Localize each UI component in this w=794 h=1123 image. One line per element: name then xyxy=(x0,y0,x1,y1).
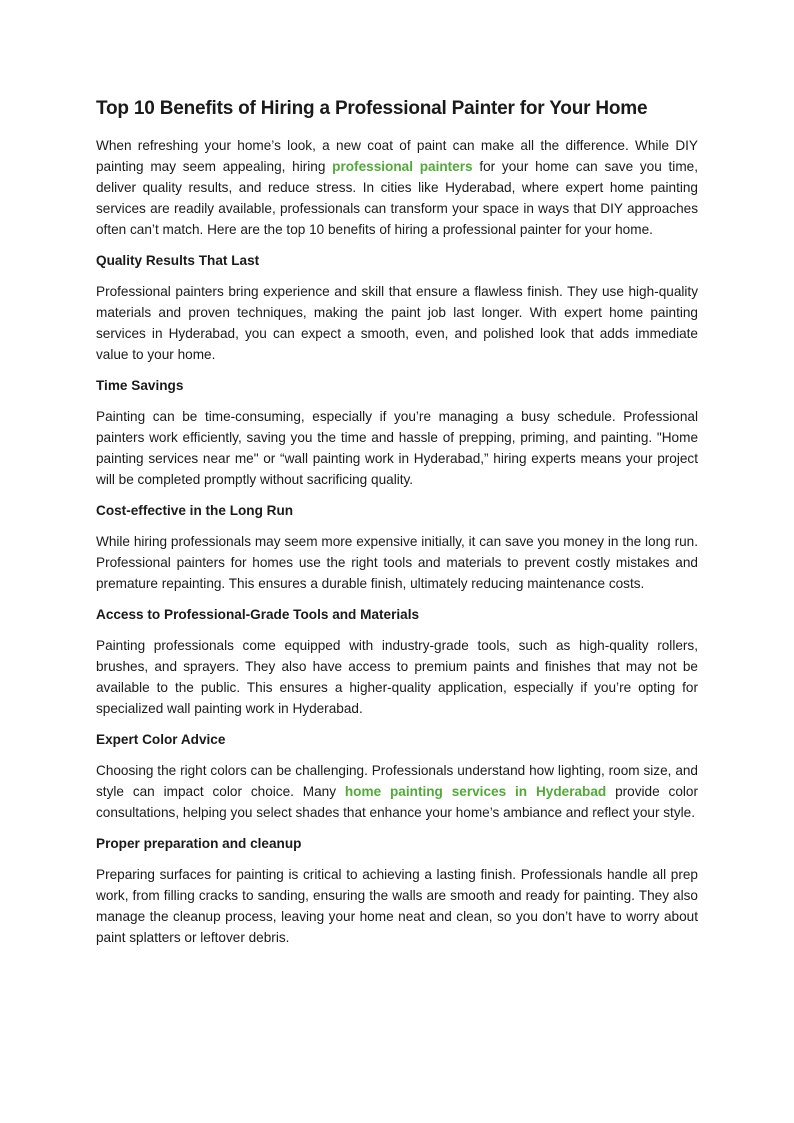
section-heading-color: Expert Color Advice xyxy=(96,732,226,747)
color-text-after: provide color consultations, helping you select shades that enhance your home’s ambiance and reflect your style. xyxy=(96,784,698,820)
section-text-quality: Professional painters bring experience and skill that ensure a flawless finish. They use high-quality materials and proven techniques, making the paint job last longer. With expert home painting services in Hyderabad, you can expect a smooth, even, and polished look that adds immediate value to your home. xyxy=(96,284,698,362)
section-heading-tools: Access to Professional-Grade Tools and Materials xyxy=(96,607,420,622)
document-page xyxy=(96,96,698,958)
section-text-prep: Preparing surfaces for painting is critical to achieving a lasting finish. Professionals handle all prep work, from filling cracks to sanding, ensuring the walls are smooth and ready for painting. They also manage the cleanup process, leaving your home neat and clean, so you don’t have to worry about paint splatters or leftover debris. xyxy=(96,867,698,945)
section-heading-cost: Cost-effective in the Long Run xyxy=(96,503,294,518)
document-title: Top 10 Benefits of Hiring a Professional Painter for Your Home xyxy=(96,98,648,119)
section-text-tools: Painting professionals come equipped with industry-grade tools, such as high-quality rollers, brushes, and sprayers. They also have access to premium paints and finishes that may not be available to the public. This ensures a higher-quality application, especially if you’re opting for specialized wall painting work in Hyderabad. xyxy=(96,638,698,716)
section-heading-prep: Proper preparation and cleanup xyxy=(96,836,302,851)
intro-text-before: When refreshing your home’s look, a new coat of paint can make all the difference. While DIY painting may seem appealing, hiring xyxy=(96,138,698,174)
color-text-before: Choosing the right colors can be challenging. Professionals understand how lighting, room size, and style can impact color choice. Many xyxy=(96,763,698,799)
section-text-cost: While hiring professionals may seem more expensive initially, it can save you money in the long run. Professional painters for homes use the right tools and materials to prevent costly mistakes and premature repainting. This ensures a durable finish, ultimately reducing maintenance costs. xyxy=(96,534,698,591)
section-heading-time: Time Savings xyxy=(96,378,184,393)
section-text-time: Painting can be time-consuming, especially if you’re managing a busy schedule. Professional painters work efficiently, saving you the time and hassle of prepping, priming, and painting. "Home painting services near me" or “wall painting work in Hyderabad,” hiring experts means your project will be completed promptly without sacrificing quality. xyxy=(96,409,698,487)
section-heading-quality: Quality Results That Last xyxy=(96,253,260,268)
home-painting-services-link[interactable]: home painting services in Hyderabad xyxy=(344,784,607,799)
section-text-color xyxy=(96,760,698,823)
intro-paragraph xyxy=(96,135,698,240)
professional-painters-link[interactable]: professional painters xyxy=(332,159,473,174)
intro-text-after: for your home can save you time, deliver quality results, and reduce stress. In cities like Hyderabad, where expert home painting services are readily available, professionals can transform your space in ways that DIY approaches often can’t match. Here are the top 10 benefits of hiring a professional painter for your home. xyxy=(96,159,698,237)
